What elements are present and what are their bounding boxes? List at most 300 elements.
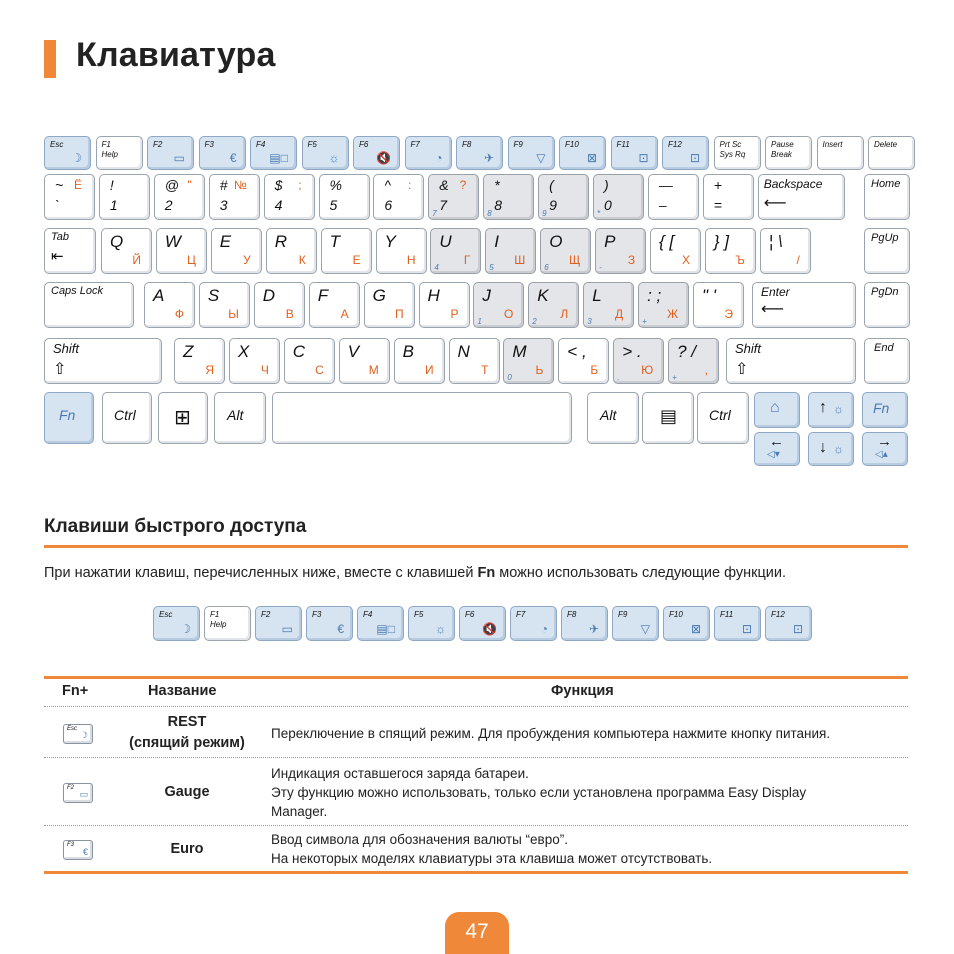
key-letter — [760, 228, 811, 274]
table-row: Gauge — [164, 784, 210, 800]
key-f3 — [199, 136, 246, 170]
key-f9 — [508, 136, 555, 170]
key-letter — [309, 282, 360, 328]
key-label: F3 — [204, 140, 214, 149]
key-latin: H — [427, 286, 440, 305]
fstrip-key — [510, 606, 557, 641]
table-header-fn: Fn+ — [62, 683, 89, 699]
key-upper: # — [219, 177, 228, 193]
key-fn-icon: € — [229, 151, 237, 165]
key-letter — [693, 282, 744, 328]
key-fn-icon: ☼ — [328, 151, 340, 165]
key-right — [862, 432, 908, 466]
key-latin: B — [402, 342, 414, 361]
key-label: F6 — [465, 610, 475, 619]
key-pgup — [864, 228, 910, 274]
key-pause — [765, 136, 812, 170]
key-fn-icon: ☼ — [435, 622, 446, 636]
key-numpad: 8 — [487, 209, 492, 218]
key-numpad: 0 — [507, 373, 512, 382]
key-russian: , — [704, 363, 709, 377]
key-latin: I — [494, 232, 500, 251]
arrow-right-icon: → — [877, 433, 892, 450]
menu-icon: ▤ — [660, 406, 678, 426]
key-russian: Ъ — [735, 253, 745, 267]
key-fn-icon: ⊡ — [689, 151, 700, 165]
key-lower: 6 — [384, 197, 393, 213]
key-fn-icon: ⊡ — [741, 622, 752, 636]
section-title: Клавиши быстрого доступа — [44, 516, 307, 537]
key-label: F10 — [669, 610, 683, 619]
key-label: F5 — [307, 140, 317, 149]
keyboard-diagram — [44, 134, 910, 470]
key-lower: ` — [55, 197, 60, 213]
volume-down-icon: ◁▾ — [767, 449, 780, 460]
key-fn-icon: ▽ — [640, 622, 650, 636]
key-numpad: + — [642, 317, 647, 326]
key-alt-left — [214, 392, 266, 444]
key-letter — [638, 282, 689, 328]
key-letter — [595, 228, 646, 274]
key-fn — [44, 392, 94, 444]
key-space — [272, 392, 572, 444]
key-latin: S — [207, 286, 220, 305]
key-russian: П — [394, 307, 404, 321]
key-f1 — [96, 136, 143, 170]
key-label: Shift — [735, 341, 762, 356]
key-label: F8 — [567, 610, 577, 619]
key-label: Esc — [159, 610, 173, 619]
key-letter — [284, 338, 335, 384]
key-shift-right — [726, 338, 856, 384]
key-latin: P — [604, 232, 616, 251]
key-down — [808, 432, 854, 466]
key-lower: = — [713, 197, 722, 213]
key-letter — [339, 338, 390, 384]
key-fn-icon: ☽ — [180, 622, 191, 636]
key-end — [864, 338, 910, 384]
key-russian: К — [298, 253, 306, 267]
key-latin: : ; — [647, 286, 662, 305]
arrow-up-icon: ↑ — [819, 399, 827, 416]
key-fn-icon: ▽ — [536, 151, 546, 165]
key-left — [754, 432, 800, 466]
key-label: F1 — [101, 140, 111, 149]
key-upper: @ — [164, 177, 180, 193]
shift-arrow-icon: ⇧ — [735, 361, 749, 378]
shift-arrow-icon: ⇧ — [53, 361, 67, 378]
key-sublabel: Help — [210, 620, 227, 629]
key-label: Ctrl — [114, 407, 136, 423]
key-ctrl-left — [102, 392, 152, 444]
key-russian: О — [504, 307, 514, 321]
key-f5 — [302, 136, 349, 170]
key-letter — [419, 282, 470, 328]
key-numpad: 3 — [587, 317, 592, 326]
key-numpad: 5 — [489, 263, 494, 272]
key-label: Ctrl — [709, 407, 731, 423]
key-russian: У — [243, 253, 251, 267]
key-f6 — [353, 136, 400, 170]
key-letter — [376, 228, 427, 274]
key-shift-left — [44, 338, 162, 384]
key-label: Backspace — [763, 177, 823, 191]
key-label: F11 — [616, 140, 630, 149]
fstrip-key — [153, 606, 200, 641]
key-label: F12 — [771, 610, 785, 619]
key-upper: + — [713, 177, 722, 193]
key-russian: Ь — [535, 363, 544, 377]
key-home-fn — [754, 392, 800, 428]
key-russian: Ж — [667, 307, 679, 321]
key-label: Fn — [59, 407, 76, 423]
key-latin: ¦ \ — [768, 232, 783, 251]
key-enter — [752, 282, 856, 328]
table-header-name: Название — [148, 683, 217, 699]
key-fn-icon: € — [337, 622, 344, 636]
title-accent-bar — [44, 40, 56, 78]
key-russian: С — [315, 363, 324, 377]
key-label: F4 — [256, 140, 266, 149]
key-upper: % — [329, 177, 342, 193]
key-latin: G — [372, 286, 386, 305]
key-fn-icon: 🔇 — [482, 622, 497, 636]
key-fn-icon: ⊡ — [638, 151, 649, 165]
key-russian: В — [285, 307, 294, 321]
key-fn-icon: ⊠ — [690, 622, 701, 636]
key-latin: N — [457, 342, 470, 361]
page-title: Клавиатура — [76, 36, 276, 74]
table-cell-function: Индикация оставшегося заряда батареи. Эту функцию можно использовать, только если установлена программа Easy Display Manager. — [271, 766, 807, 819]
key-number — [319, 174, 370, 220]
key-prt-sc — [714, 136, 761, 170]
key-russian: Ю — [641, 363, 654, 377]
key-upper: $ — [274, 177, 283, 193]
key-label: Delete — [874, 140, 898, 149]
key-latin: D — [262, 286, 276, 305]
key-russian: Э — [724, 307, 733, 321]
key-upper: * — [494, 177, 500, 193]
function-keys-strip — [153, 606, 807, 642]
fstrip-key — [765, 606, 812, 641]
fstrip-key — [612, 606, 659, 641]
key-russian: Р — [450, 307, 459, 321]
key-latin: T — [329, 232, 340, 251]
key-label: Prt Sc — [719, 140, 742, 149]
key-fn-icon: ▭ — [173, 151, 185, 165]
key-latin: L — [592, 286, 602, 305]
key-sublabel: Help — [101, 150, 118, 159]
key-delete — [868, 136, 915, 170]
enter-arrow-icon: ⟵ — [761, 301, 784, 318]
table-header-function: Функция — [551, 683, 614, 699]
key-russian: Ц — [187, 253, 196, 267]
key-latin: A — [153, 286, 165, 305]
key-letter — [174, 338, 225, 384]
key-latin: E — [219, 232, 232, 251]
key-label: Insert — [822, 140, 843, 149]
key-label: Tab — [51, 231, 69, 243]
fstrip-key — [561, 606, 608, 641]
key-russian: Ч — [260, 363, 269, 377]
key-letter — [473, 282, 524, 328]
key-windows — [158, 392, 208, 444]
volume-up-icon: ◁▴ — [875, 449, 888, 460]
key-label: F10 — [565, 140, 579, 149]
key-f10 — [559, 136, 606, 170]
key-latin: " ' — [702, 286, 717, 305]
key-f8 — [456, 136, 503, 170]
key-label: F2 — [153, 140, 163, 149]
key-upper: ) — [604, 177, 609, 193]
fstrip-key — [408, 606, 455, 641]
page-number-tab — [445, 912, 509, 954]
key-russian: Ы — [228, 307, 239, 321]
key-letter — [394, 338, 445, 384]
key-latin: { [ — [659, 232, 675, 251]
key-russian: " — [187, 178, 192, 192]
key-russian: ? — [459, 178, 467, 192]
key-label: F3 — [312, 610, 322, 619]
key-latin: < , — [567, 342, 587, 361]
key-insert — [817, 136, 864, 170]
key-label: Alt — [227, 407, 244, 423]
key-letter — [211, 228, 262, 274]
key-letter — [199, 282, 250, 328]
key-letter — [583, 282, 634, 328]
key-lower: 9 — [549, 197, 557, 213]
key-letter — [668, 338, 719, 384]
table-row-separator — [44, 825, 908, 826]
key-number — [99, 174, 150, 220]
key-letter — [485, 228, 536, 274]
key-fn-icon: ▭ — [281, 622, 293, 636]
fstrip-key — [204, 606, 251, 641]
key-letter — [144, 282, 195, 328]
key-russian: Й — [132, 253, 141, 267]
key-latin: K — [537, 286, 549, 305]
key-numpad: 6 — [544, 263, 549, 272]
fstrip-key — [306, 606, 353, 641]
key-number — [154, 174, 205, 220]
table-row-separator — [44, 706, 908, 707]
key-russian: № — [233, 178, 247, 192]
key-latin: C — [292, 342, 306, 361]
key-lower: 8 — [494, 197, 502, 213]
key-label: PgUp — [871, 232, 899, 244]
table-bottom-line — [44, 871, 908, 874]
key-lower: – — [658, 197, 667, 213]
key-ctrl-right — [697, 392, 749, 444]
key-label: F11 — [720, 610, 734, 619]
key-latin: } ] — [713, 232, 730, 251]
key-russian: : — [408, 178, 412, 192]
key-tab — [44, 228, 96, 274]
key-caps-lock — [44, 282, 134, 328]
key-russian: Г — [463, 253, 471, 267]
key-latin: F — [317, 286, 329, 305]
table-cell-function: Ввод символа для обозначения валюты “евро”. На некоторых моделях клавиатуры эта клавиша может отсутствовать. — [271, 832, 713, 866]
key-russian: И — [424, 363, 434, 377]
key-number — [264, 174, 315, 220]
key-letter — [540, 228, 591, 274]
table-row: REST (спящий режим) — [129, 714, 245, 751]
key-russian: З — [627, 253, 636, 267]
key-russian: Б — [590, 363, 599, 377]
key-label: F7 — [516, 610, 526, 619]
fstrip-key — [663, 606, 710, 641]
key-letter — [705, 228, 756, 274]
key-letter — [266, 228, 317, 274]
key-f2 — [147, 136, 194, 170]
key-russian: Ш — [514, 253, 526, 267]
key-lower: 5 — [329, 197, 338, 213]
key-fn-icon: ⊠ — [586, 151, 597, 165]
intro-text: При нажатии клавиш, перечисленных ниже, вместе с клавишей Fn можно использовать следующие функции. — [44, 565, 787, 581]
key-upper: — — [658, 177, 673, 193]
key-letter — [503, 338, 554, 384]
key-russian: Т — [481, 363, 489, 377]
fstrip-key — [255, 606, 302, 641]
key-fn-icon: 🔇 — [376, 151, 391, 165]
key-number — [44, 174, 95, 220]
key-esc — [44, 136, 91, 170]
key-fn-icon: ⊡ — [792, 622, 803, 636]
key-letter — [321, 228, 372, 274]
key-lower: 4 — [274, 197, 283, 213]
key-label: Pause — [771, 140, 794, 149]
key-label: Alt — [600, 407, 617, 423]
key-latin: M — [512, 342, 527, 361]
key-label: F9 — [618, 610, 628, 619]
key-label: F9 — [513, 140, 523, 149]
key-numpad: 4 — [434, 263, 439, 272]
key-russian: Е — [352, 253, 361, 267]
key-f2-icon: F2 ▭ — [63, 783, 93, 803]
brightness-icon: ☼ — [833, 442, 844, 456]
key-label: F1 — [210, 610, 220, 619]
key-letter — [229, 338, 280, 384]
key-lower: 7 — [439, 197, 448, 213]
key-up — [808, 392, 854, 428]
table-row-separator — [44, 757, 908, 758]
key-f4 — [250, 136, 297, 170]
key-number — [703, 174, 754, 220]
key-upper: ^ — [384, 177, 391, 193]
key-lower: 3 — [219, 197, 228, 213]
key-label: F5 — [414, 610, 424, 619]
key-numpad: 2 — [532, 317, 537, 326]
key-fn-icon: ☽ — [71, 151, 82, 165]
key-letter — [156, 228, 207, 274]
key-latin: R — [274, 232, 287, 251]
key-fn-icon: ◔ — [540, 622, 548, 636]
key-letter — [558, 338, 609, 384]
key-number — [483, 174, 534, 220]
key-number — [373, 174, 424, 220]
key-label: F4 — [363, 610, 373, 619]
key-f11 — [611, 136, 658, 170]
key-number — [209, 174, 260, 220]
key-letter — [650, 228, 701, 274]
key-fn-right — [862, 392, 908, 428]
key-number — [428, 174, 479, 220]
key-f3-icon: F3 € — [63, 840, 93, 860]
key-russian: / — [796, 253, 800, 267]
key-label: PgDn — [871, 286, 899, 298]
key-latin: Y — [384, 232, 396, 251]
key-letter — [528, 282, 579, 328]
key-latin: > . — [622, 342, 642, 361]
key-russian: ; — [298, 178, 302, 192]
key-number — [593, 174, 644, 220]
key-latin: Q — [110, 232, 124, 251]
key-fn-icon: ✈ — [588, 622, 599, 636]
key-f7 — [405, 136, 452, 170]
key-numpad: 1 — [477, 317, 482, 326]
key-russian: Л — [560, 307, 569, 321]
key-home — [864, 174, 910, 220]
key-latin: Z — [183, 342, 194, 361]
key-letter — [613, 338, 664, 384]
table-row: Euro — [170, 841, 204, 857]
key-label: F8 — [462, 140, 472, 149]
key-label: F6 — [359, 140, 369, 149]
key-letter — [101, 228, 152, 274]
key-upper: ( — [549, 177, 554, 193]
key-latin: X — [237, 342, 250, 361]
key-latin: O — [549, 232, 563, 251]
brightness-icon: ☼ — [833, 402, 844, 416]
key-latin: W — [164, 232, 181, 251]
fstrip-key — [459, 606, 506, 641]
key-fn-icon: ▤□ — [376, 622, 395, 636]
key-label: F2 — [261, 610, 271, 619]
arrow-left-icon: ← — [769, 433, 784, 450]
key-latin: ? / — [677, 342, 696, 361]
key-russian: Щ — [568, 253, 581, 267]
key-sublabel: Break — [771, 150, 792, 159]
key-latin: U — [439, 232, 452, 251]
fstrip-key — [714, 606, 761, 641]
key-lower: 1 — [109, 197, 118, 213]
key-numpad: * — [597, 209, 601, 218]
key-pgdn — [864, 282, 910, 328]
key-latin: J — [482, 286, 491, 305]
key-numpad: 7 — [432, 209, 437, 218]
key-label: End — [874, 342, 894, 354]
home-icon: ⌂ — [770, 399, 780, 416]
table-top-line — [44, 676, 908, 679]
key-letter — [449, 338, 500, 384]
key-number — [648, 174, 699, 220]
key-f12 — [662, 136, 709, 170]
windows-icon: ⊞ — [174, 407, 191, 429]
key-upper: ~ — [55, 177, 64, 193]
key-letter — [254, 282, 305, 328]
key-letter — [430, 228, 481, 274]
key-menu — [642, 392, 694, 444]
arrow-left-icon: ⟵ — [763, 195, 787, 212]
key-russian: Ё — [73, 178, 82, 192]
fstrip-key — [357, 606, 404, 641]
key-fn-icon: ▤□ — [269, 151, 288, 165]
key-fn-icon: ✈ — [483, 151, 494, 165]
key-label: F7 — [410, 140, 420, 149]
key-label: F12 — [668, 140, 682, 149]
tab-arrow-icon: ⇤ — [51, 248, 64, 265]
arrow-down-icon: ↓ — [819, 439, 827, 456]
